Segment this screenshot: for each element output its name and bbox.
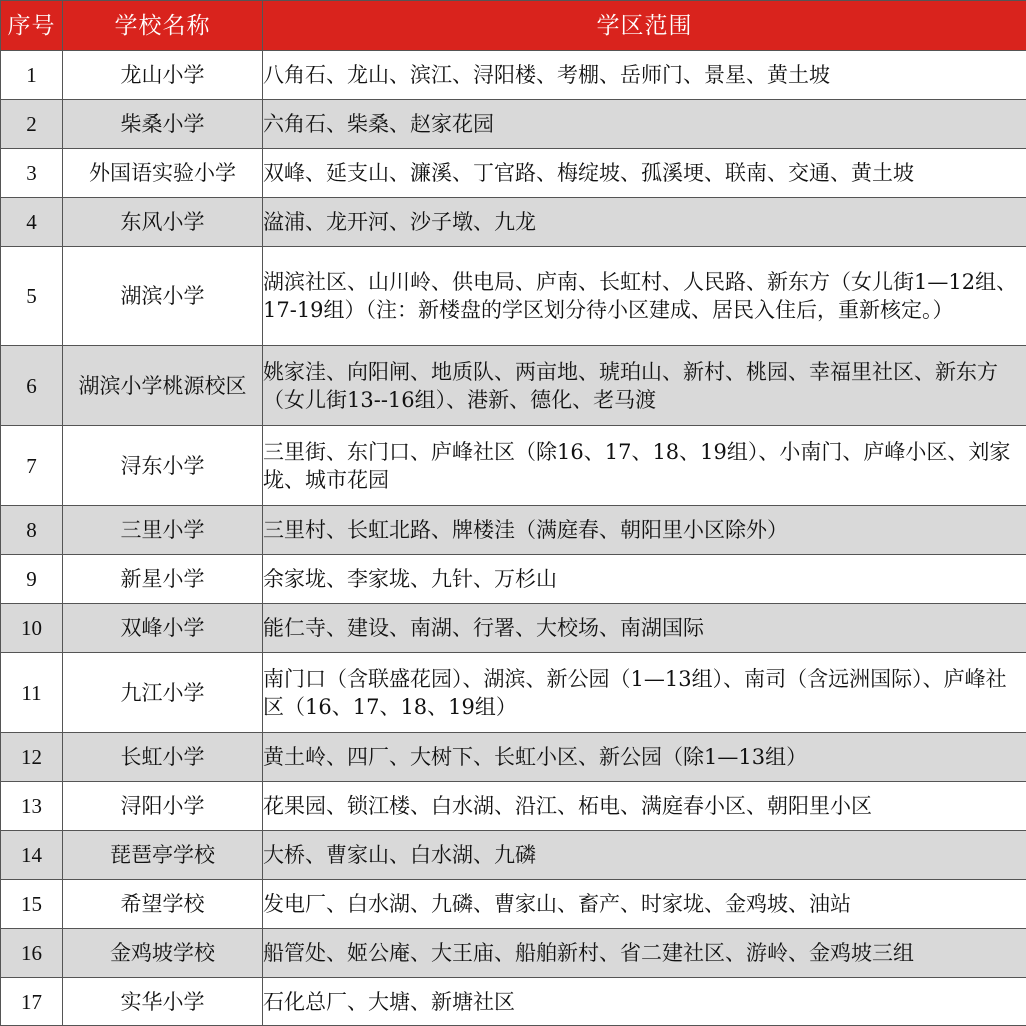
row-school: 湖滨小学桃源校区 bbox=[63, 346, 263, 426]
row-school: 九江小学 bbox=[63, 653, 263, 733]
header-scope: 学区范围 bbox=[263, 1, 1026, 51]
row-no: 12 bbox=[1, 733, 63, 782]
row-no: 11 bbox=[1, 653, 63, 733]
row-school: 琵琶亭学校 bbox=[63, 831, 263, 880]
row-no: 4 bbox=[1, 198, 63, 247]
row-scope: 余家垅、李家垅、九针、万杉山 bbox=[263, 555, 1026, 604]
row-scope: 发电厂、白水湖、九磷、曹家山、畜产、时家垅、金鸡坡、油站 bbox=[263, 880, 1026, 929]
table-row bbox=[1, 247, 1026, 346]
table-row bbox=[1, 555, 1026, 604]
row-scope: 双峰、延支山、濂溪、丁官路、梅绽坡、孤溪埂、联南、交通、黄土坡 bbox=[263, 149, 1026, 198]
row-no: 5 bbox=[1, 247, 63, 346]
table-row bbox=[1, 100, 1026, 149]
row-school: 希望学校 bbox=[63, 880, 263, 929]
table-row bbox=[1, 346, 1026, 426]
table-row bbox=[1, 198, 1026, 247]
row-no: 15 bbox=[1, 880, 63, 929]
row-school: 实华小学 bbox=[63, 978, 263, 1026]
row-no: 14 bbox=[1, 831, 63, 880]
row-no: 16 bbox=[1, 929, 63, 978]
row-school: 三里小学 bbox=[63, 506, 263, 555]
row-scope: 能仁寺、建设、南湖、行署、大校场、南湖国际 bbox=[263, 604, 1026, 653]
row-school: 金鸡坡学校 bbox=[63, 929, 263, 978]
table-row bbox=[1, 978, 1026, 1026]
row-no: 7 bbox=[1, 426, 63, 506]
header-no: 序号 bbox=[1, 1, 63, 51]
row-scope: 六角石、柴桑、赵家花园 bbox=[263, 100, 1026, 149]
row-scope: 南门口（含联盛花园）、湖滨、新公园（1—13组）、南司（含远洲国际）、庐峰社区（16、17、18、19组） bbox=[263, 653, 1026, 733]
header-row bbox=[1, 1, 1026, 51]
row-scope: 船管处、姬公庵、大王庙、船舶新村、省二建社区、游岭、金鸡坡三组 bbox=[263, 929, 1026, 978]
table-row bbox=[1, 604, 1026, 653]
table-row bbox=[1, 733, 1026, 782]
row-no: 9 bbox=[1, 555, 63, 604]
row-school: 龙山小学 bbox=[63, 51, 263, 100]
row-school: 外国语实验小学 bbox=[63, 149, 263, 198]
table-row bbox=[1, 149, 1026, 198]
row-no: 1 bbox=[1, 51, 63, 100]
row-scope: 黄土岭、四厂、大树下、长虹小区、新公园（除1—13组） bbox=[263, 733, 1026, 782]
row-no: 6 bbox=[1, 346, 63, 426]
row-no: 3 bbox=[1, 149, 63, 198]
row-scope: 三里村、长虹北路、牌楼洼（满庭春、朝阳里小区除外） bbox=[263, 506, 1026, 555]
row-no: 8 bbox=[1, 506, 63, 555]
table-row bbox=[1, 880, 1026, 929]
header-school: 学校名称 bbox=[63, 1, 263, 51]
table-row bbox=[1, 929, 1026, 978]
row-no: 13 bbox=[1, 782, 63, 831]
row-scope: 八角石、龙山、滨江、浔阳楼、考棚、岳师门、景星、黄土坡 bbox=[263, 51, 1026, 100]
row-no: 2 bbox=[1, 100, 63, 149]
table-row bbox=[1, 426, 1026, 506]
row-scope: 大桥、曹家山、白水湖、九磷 bbox=[263, 831, 1026, 880]
row-scope: 石化总厂、大塘、新塘社区 bbox=[263, 978, 1026, 1026]
row-no: 17 bbox=[1, 978, 63, 1026]
row-school: 双峰小学 bbox=[63, 604, 263, 653]
row-school: 浔东小学 bbox=[63, 426, 263, 506]
row-school: 东风小学 bbox=[63, 198, 263, 247]
row-no: 10 bbox=[1, 604, 63, 653]
row-scope: 姚家洼、向阳闸、地质队、两亩地、琥珀山、新村、桃园、幸福里社区、新东方（女儿街13--16组）、港新、德化、老马渡 bbox=[263, 346, 1026, 426]
row-scope: 三里街、东门口、庐峰社区（除16、17、18、19组）、小南门、庐峰小区、刘家垅、城市花园 bbox=[263, 426, 1026, 506]
table-row bbox=[1, 782, 1026, 831]
row-school: 长虹小学 bbox=[63, 733, 263, 782]
row-scope: 湖滨社区、山川岭、供电局、庐南、长虹村、人民路、新东方（女儿街1—12组、17-19组）（注：新楼盘的学区划分待小区建成、居民入住后，重新核定。） bbox=[263, 247, 1026, 346]
row-scope: 花果园、锁江楼、白水湖、沿江、柘电、满庭春小区、朝阳里小区 bbox=[263, 782, 1026, 831]
row-school: 柴桑小学 bbox=[63, 100, 263, 149]
table-row bbox=[1, 653, 1026, 733]
table-row bbox=[1, 831, 1026, 880]
table-row bbox=[1, 506, 1026, 555]
row-school: 新星小学 bbox=[63, 555, 263, 604]
table-row bbox=[1, 51, 1026, 100]
row-scope: 湓浦、龙开河、沙子墩、九龙 bbox=[263, 198, 1026, 247]
row-school: 浔阳小学 bbox=[63, 782, 263, 831]
row-school: 湖滨小学 bbox=[63, 247, 263, 346]
